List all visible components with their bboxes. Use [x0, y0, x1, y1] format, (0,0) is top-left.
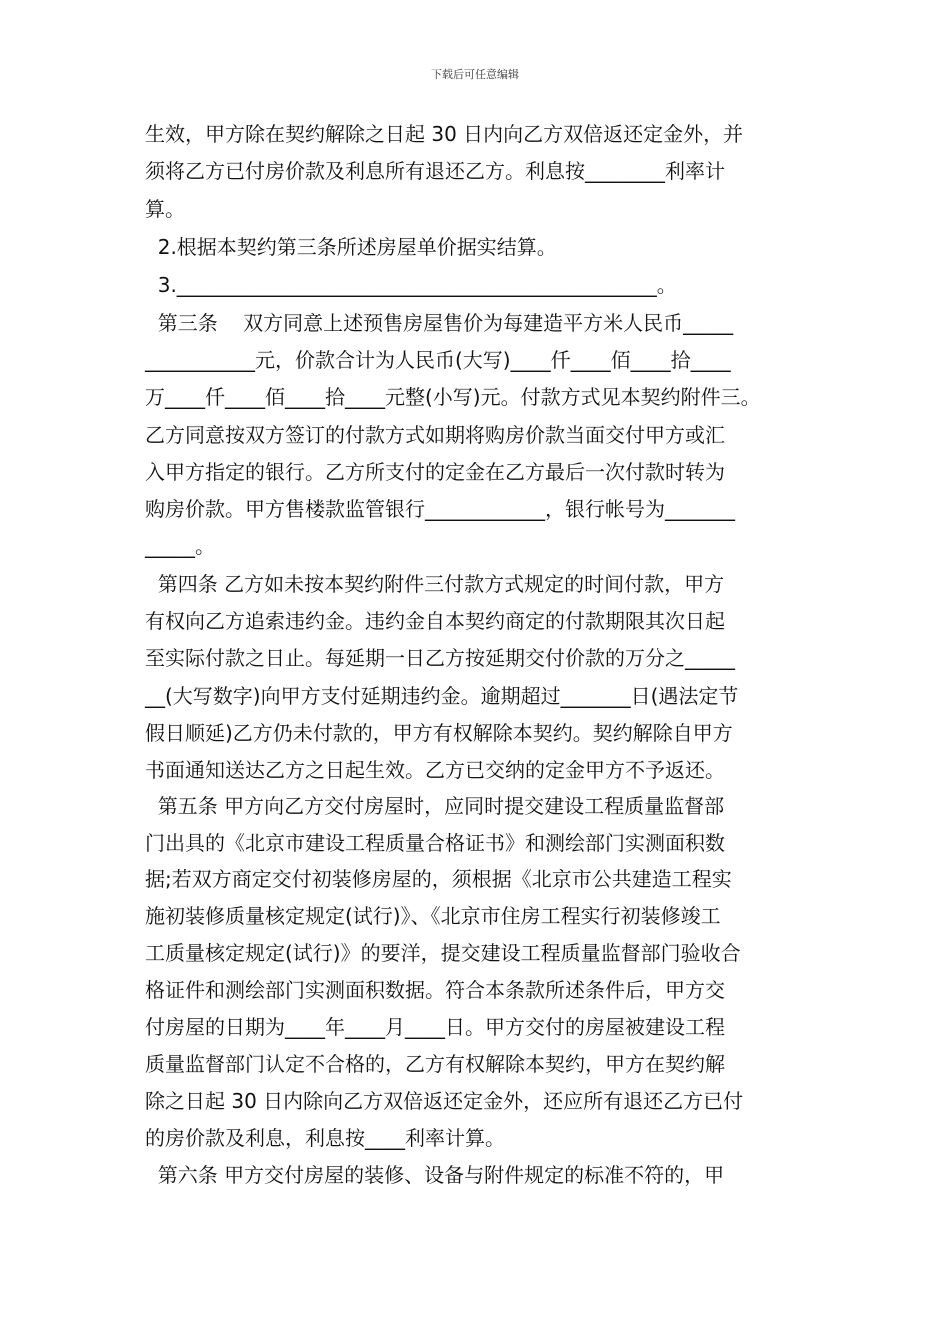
text-line: 3.________________________________________________。 — [145, 273, 677, 297]
text-line: 格证件和测绘部门实测面积数据。符合本条款所述条件后，甲方交 — [145, 978, 725, 1002]
text-line: _____。 — [145, 534, 215, 558]
text-line: 生效，甲方除在契约解除之日起 30 日内向乙方双倍返还定金外，并 — [145, 122, 744, 146]
text-line: 入甲方指定的银行。乙方所支付的定金在乙方最后一次付款时转为 — [145, 460, 725, 484]
text-line: 除之日起 30 日内除向乙方双倍返还定金外，还应所有退还乙方已付 — [145, 1089, 744, 1113]
text-line: __(大写数字)向甲方支付延期违约金。逾期超过_______日(遇法定节 — [145, 684, 739, 708]
text-line: ___________元，价款合计为人民币(大写)____仟____佰____拾____ — [145, 348, 731, 372]
text-line: 须将乙方已付房价款及利息所有退还乙方。利息按________利率计 — [145, 159, 725, 183]
page-header: 下载后可任意编辑 — [431, 68, 519, 81]
text-line: 万____仟____佰____拾____元整(小写)元。付款方式见本契约附件三。 — [145, 385, 761, 409]
text-line: 乙方同意按双方签订的付款方式如期将购房价款当面交付甲方或汇 — [145, 423, 725, 447]
text-line: 施初装修质量核定规定(试行)》、《北京市住房工程实行初装修竣工 — [145, 904, 721, 928]
text-line: 质量监督部门认定不合格的，乙方有权解除本契约，甲方在契约解 — [145, 1052, 725, 1076]
text-line: 2.根据本契约第三条所述房屋单价据实结算。 — [145, 235, 557, 259]
text-line: 第四条 乙方如未按本契约附件三付款方式规定的时间付款，甲方 — [145, 572, 725, 596]
text-line: 第六条 甲方交付房屋的装修、设备与附件规定的标准不符的，甲 — [145, 1163, 725, 1187]
text-line: 第五条 甲方向乙方交付房屋时，应同时提交建设工程质量监督部 — [145, 794, 725, 818]
text-line: 至实际付款之日止。每延期一日乙方按延期交付价款的万分之_____ — [145, 646, 735, 670]
text-line: 第三条 双方同意上述预售房屋售价为每建造平方米人民币_____ — [145, 311, 734, 335]
text-line: 书面通知送达乙方之日起生效。乙方已交纳的定金甲方不予返还。 — [145, 758, 725, 782]
text-line: 门出具的《北京市建设工程质量合格证书》和测绘部门实测面积数 — [145, 831, 725, 855]
text-line: 假日顺延)乙方仍未付款的，甲方有权解除本契约。契约解除自甲方 — [145, 721, 733, 745]
text-line: 付房屋的日期为____年____月____日。甲方交付的房屋被建设工程 — [145, 1015, 725, 1039]
text-line: 的房价款及利息，利息按____利率计算。 — [145, 1126, 505, 1150]
text-line: 工质量核定规定(试行)》的要洋，提交建设工程质量监督部门验收合 — [145, 941, 741, 965]
text-line: 据;若双方商定交付初装修房屋的，须根据《北京市公共建造工程实 — [145, 867, 732, 891]
text-line: 算。 — [145, 197, 185, 221]
text-line: 购房价款。甲方售楼款监管银行____________，银行帐号为_______ — [145, 497, 735, 521]
text-line: 有权向乙方追索违约金。违约金自本契约商定的付款期限其次日起 — [145, 609, 725, 633]
